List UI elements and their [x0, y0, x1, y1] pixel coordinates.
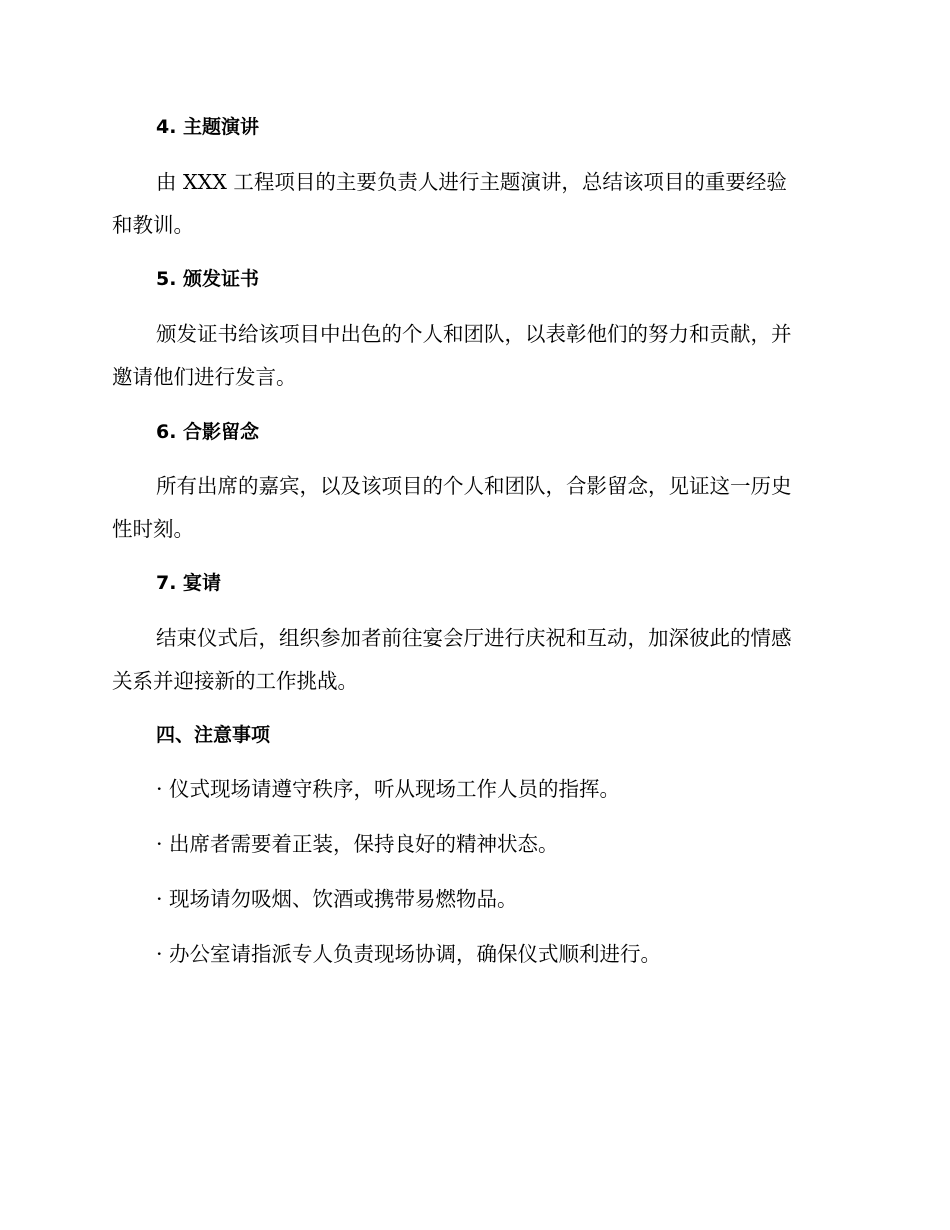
notes-list-item: · 办公室请指派专人负责现场协调，确保仪式顺利进行。 [156, 942, 662, 966]
body-line: 由 XXX 工程项目的主要负责人进行主题演讲，总结该项目的重要经验 [156, 170, 787, 194]
body-line: 和教训。 [112, 213, 194, 237]
section-body-certificates [112, 313, 832, 399]
section-body-banquet [112, 617, 832, 703]
body-line: 性时刻。 [112, 517, 194, 541]
body-line: 所有出席的嘉宾，以及该项目的个人和团队，合影留念，见证这一历史 [156, 474, 792, 498]
notes-list-item: · 现场请勿吸烟、饮酒或携带易燃物品。 [156, 887, 518, 911]
body-line: 颁发证书给该项目中出色的个人和团队，以表彰他们的努力和贡献，并 [156, 322, 792, 346]
notes-list-item: · 仪式现场请遵守秩序，听从现场工作人员的指挥。 [156, 777, 621, 801]
notes-heading: 四、注意事项 [156, 724, 271, 746]
section-heading-banquet: 7. 宴请 [156, 572, 222, 594]
section-heading-group-photo: 6. 合影留念 [156, 421, 260, 443]
notes-list-item: · 出席者需要着正装，保持良好的精神状态。 [156, 832, 559, 856]
section-heading-keynote: 4. 主题演讲 [156, 116, 260, 138]
body-line: 关系并迎接新的工作挑战。 [112, 669, 358, 693]
section-body-keynote [112, 161, 832, 247]
body-line: 邀请他们进行发言。 [112, 365, 297, 389]
section-heading-certificates: 5. 颁发证书 [156, 268, 260, 290]
section-body-group-photo [112, 465, 832, 551]
body-line: 结束仪式后，组织参加者前往宴会厅进行庆祝和互动，加深彼此的情感 [156, 626, 792, 650]
